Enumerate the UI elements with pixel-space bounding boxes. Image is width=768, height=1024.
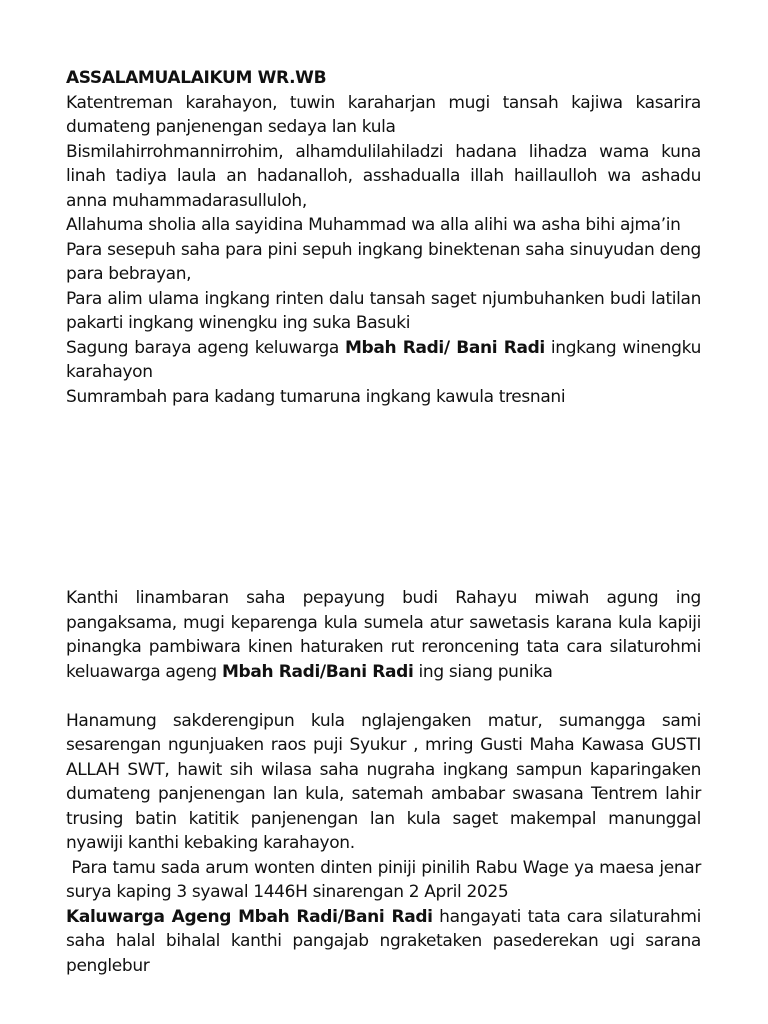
- paragraph-sesepuh: Para sesepuh saha para pini sepuh ingkang binektenan saha sinuyudan deng para bebrayan,: [66, 239, 701, 284]
- paragraph-sagung-baraya: Sagung baraya ageng keluwarga Mbah Radi/ Bani Radi ingkang winengku karahayon: [66, 337, 701, 382]
- main-section: [66, 586, 707, 978]
- paragraph-sholawat: Allahuma sholia alla sayidina Muhammad wa alla alihi wa asha bihi ajma’in: [66, 215, 681, 235]
- paragraph-kaluwarga: Kaluwarga Ageng Mbah Radi/Bani Radi hangayati tata cara silaturahmi saha halal bihalal kanthi pangajab ngraketaken pasederekan ugi sarana penglebur: [66, 906, 701, 976]
- family-name-bold: Mbah Radi/Bani Radi: [221, 661, 414, 682]
- greeting-heading: ASSALAMUALAIKUM WR.WB: [66, 68, 327, 88]
- family-name-bold: Mbah Radi/ Bani Radi: [344, 337, 545, 358]
- paragraph-spacer: [66, 684, 701, 709]
- paragraph-para-tamu: Para tamu sada arum wonten dinten piniji pinilih Rabu Wage ya maesa jenar surya kaping 3 syawal 1446H sinarengan 2 April 2025: [66, 857, 707, 902]
- family-name-bold: Kaluwarga Ageng Mbah Radi/Bani Radi: [66, 906, 433, 927]
- paragraph-kanthi: Kanthi linambaran saha pepayung budi Rahayu miwah agung ing pangaksama, mugi keparenga kula sumela atur sawetasis karana kula kapiji pinangka pambiwara kinen haturaken rut reroncening tata cara silaturohmi keluawarga ageng Mbah Radi/Bani Radi ing siang punika: [66, 588, 701, 682]
- paragraph-hanamung: Hanamung sakderengipun kula nglajengaken matur, sumangga sami sesarengan ngunjuaken raos puji Syukur , mring Gusti Maha Kawasa GUSTI ALLAH SWT, hawit sih wilasa saha nugraha ingkang sampun kaparingaken dumateng panjenengan lan kula, satemah ambabar swasana Tentrem lahir trusing batin katitik panjenengan lan kula saget makempal manunggal nyawiji kanthi kebaking karahayon.: [66, 710, 701, 853]
- paragraph-sumrambah: Sumrambah para kadang tumaruna ingkang kawula tresnani: [66, 386, 566, 407]
- paragraph-alim-ulama: Para alim ulama ingkang rinten dalu tansah saget njumbuhanken budi latilan pakarti ingkang winengku ing suka Basuki: [66, 288, 701, 333]
- opening-section: [66, 66, 701, 409]
- paragraph-bismillah: Bismilahirrohmannirrohim, alhamdulilahiladzi hadana lihadza wama kuna linah tadiya laula an hadanalloh, asshadualla illah haillaulloh wa ashadu anna muhammadarasulluloh,: [66, 141, 701, 211]
- paragraph-katentreman: Katentreman karahayon, tuwin karaharjan mugi tansah kajiwa kasarira dumateng panjenengan sedaya lan kula: [66, 92, 701, 137]
